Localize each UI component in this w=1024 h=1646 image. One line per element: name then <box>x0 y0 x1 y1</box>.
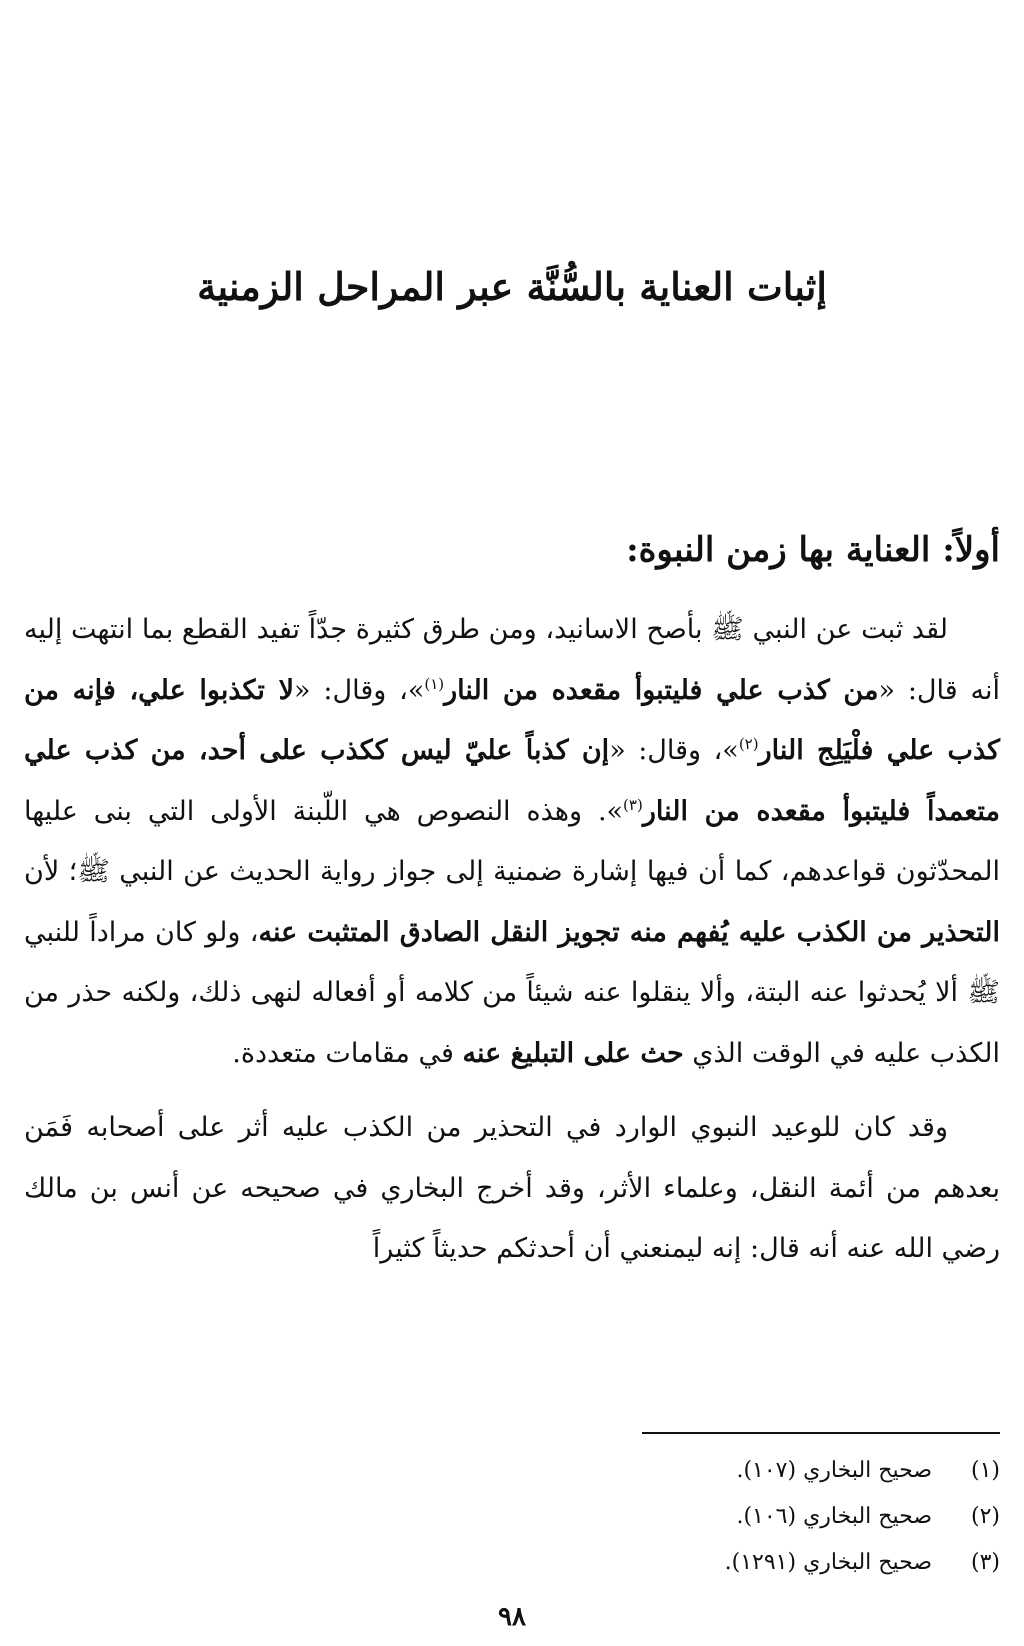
footnotes-list <box>24 1448 1000 1586</box>
body-text <box>24 600 1000 1280</box>
text-run: لقد ثبت عن النبي ﷺ بأصح الاسانيد، ومن طرق كثيرة جدّاً تفيد القطع بما انتهت إليه أنه قال: « <box>24 614 1000 706</box>
footnote-number: (١) <box>970 1458 1000 1483</box>
hadith-quote-1: من كذب علي فليتبوأ مقعده من النار <box>444 674 879 706</box>
page-number: ٩٨ <box>498 1602 526 1632</box>
hadith-quote-3: إن كذباً عليّ ليس ككذب على أحد، من كذب علي متعمداً فليتبوأ مقعده من النار <box>24 735 1000 827</box>
paragraph-1 <box>24 600 1000 1084</box>
text-run: ، ولو كان مراداً للنبي ﷺ ألا يُحدثوا عنه البتة، وألا ينقلوا عنه شيئاً من كلامه أو أفعاله لنهى ذلك، ولكنه حذر من الكذب عليه في الوقت الذي <box>24 916 1000 1069</box>
footnote-text: صحيح البخاري (١٢٩١). <box>724 1550 932 1575</box>
text-run: ». وهذه النصوص هي اللّبنة الأولى التي بنى عليها المحدّثون قواعدهم، كما أن فيها إشارة ضمنية إلى جواز رواية الحديث عن النبي ﷺ؛ لأن <box>24 795 1000 887</box>
footnote-divider <box>642 1432 1000 1434</box>
text-run: »، وقال: « <box>609 735 739 766</box>
footnote-item <box>24 1494 1000 1540</box>
chapter-title: إثبات العناية بالسُّنَّة عبر المراحل الزمنية <box>197 264 827 309</box>
footnote-ref-2: (٢) <box>738 735 759 753</box>
footnote-ref-3: (٣) <box>623 795 643 814</box>
footnote-ref-1: (١) <box>424 674 445 693</box>
bold-phrase-1: التحذير من الكذب عليه يُفهم منه تجويز النقل الصادق المتثبت عنه <box>258 916 1000 948</box>
footnote-text: صحيح البخاري (١٠٦). <box>736 1504 932 1529</box>
paragraph-2: وقد كان للوعيد النبوي الوارد في التحذير من الكذب عليه أثر على أصحابه فَمَن بعدهم من أئمة النقل، وعلماء الأثر، وقد أخرج البخاري في صحيحه عن أنس بن مالك رضي الله عنه أنه قال: إنه ليمنعني أن أحدثكم حديثاً كثيراً <box>24 1112 1000 1264</box>
text-run: »، وقال: « <box>294 674 425 706</box>
footnote-text: صحيح البخاري (١٠٧). <box>736 1458 932 1483</box>
footnote-number: (٣) <box>970 1550 1000 1575</box>
footnote-item <box>24 1448 1000 1494</box>
bold-phrase-2: حث على التبليغ عنه <box>462 1037 684 1069</box>
footnote-number: (٢) <box>970 1504 1000 1529</box>
text-run: في مقامات متعددة. <box>232 1037 463 1069</box>
footnote-item <box>24 1540 1000 1586</box>
hadith-quote-2: لا تكذبوا علي، فإنه من كذب علي فلْيَلِج النار <box>24 674 1001 766</box>
section-heading: أولاً: العناية بها زمن النبوة: <box>626 530 1000 570</box>
